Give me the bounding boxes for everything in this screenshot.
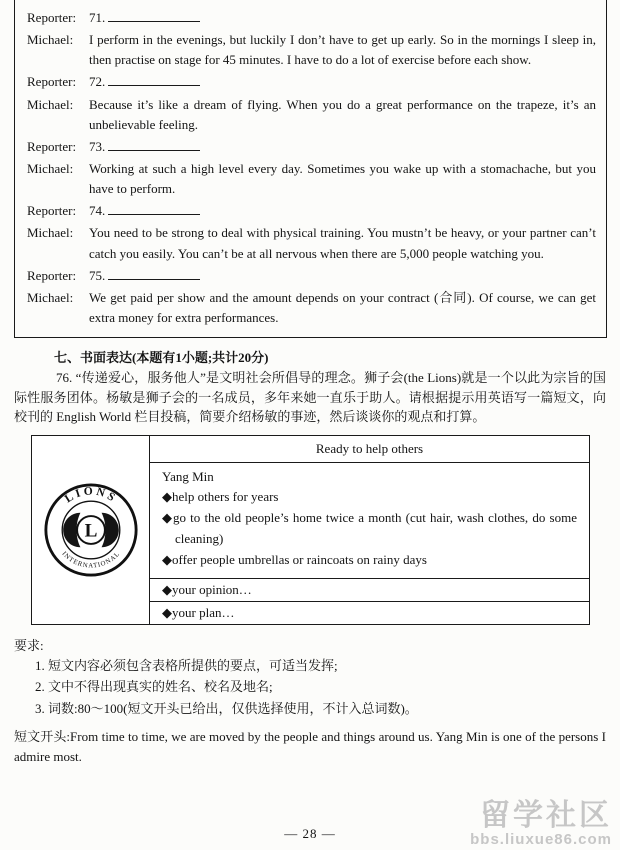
logo-center-letter: L: [84, 520, 97, 542]
answer-blank-72: [108, 74, 200, 86]
reporter-question: [89, 201, 596, 221]
michael-answer: Because it’s like a dream of flying. When you do a great performance on the trapeze, it’s an unbelievable feeling.: [89, 96, 596, 132]
answer-blank-71: [108, 10, 200, 22]
hint-table: [31, 435, 590, 625]
logo-arc-bottom-text: INTERNATIONAL: [59, 549, 122, 570]
dialogue-line-michael: [27, 95, 596, 135]
hint-table-right-column: [150, 436, 589, 624]
dialogue-line-reporter-74: [27, 201, 596, 221]
dialogue-line-reporter-71: [27, 8, 596, 28]
watermark-url: bbs.liuxue86.com: [470, 830, 612, 848]
blank-number: 74.: [89, 203, 106, 219]
lions-club-logo-icon: [43, 482, 139, 578]
michael-answer: You need to be strong to deal with physical training. You mustn’t be heavy, or your partner can’t catch you easily. You can’t be at all nervous when there are 5,000 people watching you.: [89, 225, 596, 261]
speaker-label: Reporter:: [27, 203, 77, 219]
dialogue-line-reporter-72: [27, 72, 596, 92]
dialogue-line-michael: [27, 30, 596, 70]
watermark: [470, 801, 612, 847]
section-heading: 七、书面表达(本题有1小题;共计20分): [54, 350, 269, 366]
answer-blank-73: [108, 139, 200, 151]
table-row-plan: ◆your plan…: [162, 604, 235, 620]
table-row-opinion: ◆your opinion…: [150, 579, 589, 602]
reporter-question: [89, 137, 596, 157]
dialogue-line-michael: [27, 288, 596, 328]
logo-arc-top-text: LIONS: [62, 485, 119, 506]
speaker-label: Michael:: [27, 289, 74, 305]
speaker-label: Michael:: [27, 32, 74, 48]
dialogue-line-michael: [27, 159, 596, 199]
speaker-label: Reporter:: [27, 267, 77, 283]
watermark-site-name: 留学社区: [480, 799, 612, 833]
page-number: — 28 —: [284, 826, 336, 841]
table-header: Ready to help others: [150, 436, 589, 463]
blank-number: 75.: [89, 267, 106, 283]
answer-blank-74: [108, 203, 200, 215]
speaker-label: Michael:: [27, 160, 74, 176]
speaker-label: Reporter:: [27, 74, 77, 90]
reporter-question: [89, 72, 596, 92]
dialogue-line-reporter-75: [27, 266, 596, 286]
table-main-cell: [150, 463, 589, 579]
blank-number: 72.: [89, 74, 106, 90]
reporter-question: [89, 266, 596, 286]
requirement-item: 1. 短文内容必须包含表格所提供的要点，可适当发挥;: [35, 657, 338, 673]
essay-opening: [14, 727, 606, 767]
blank-number: 73.: [89, 138, 106, 154]
task-intro: 76. “传递爱心，服务他人”是文明社会所倡导的理念。狮子会(the Lions)就是一个以此为宗旨的国际性服务团体。杨敏是狮子会的一名成员，多年来她一直乐于助人。请根据提示用英语写一篇短文，向校刊的 English World 栏目投稿，简要介绍杨敏的事迹，然后谈谈你的观点和打算。: [14, 370, 606, 425]
reporter-question: [89, 8, 596, 28]
hint-bullet: ◆help others for years: [162, 489, 279, 505]
hint-bullet: ◆go to the old people’s home twice a month (cut hair, wash clothes, do some cleaning): [162, 510, 577, 546]
speaker-label: Michael:: [27, 225, 74, 241]
dialogue-line-reporter-73: [27, 137, 596, 157]
dialogue-box: [14, 0, 607, 338]
essay-opening-label: 短文开头:: [14, 729, 71, 745]
speaker-label: Reporter:: [27, 138, 77, 154]
speaker-label: Reporter:: [27, 10, 77, 25]
blank-number: 71.: [89, 10, 106, 25]
requirement-item: 3. 词数:80～100(短文开头已给出，仅供选择使用，不计入总词数)。: [35, 700, 418, 716]
dialogue-line-michael: [27, 223, 596, 263]
essay-opening-text: From time to time, we are moved by the people and things around us. Yang Min is one of the persons I admire most.: [14, 729, 606, 765]
hint-bullet: ◆offer people umbrellas or raincoats on rainy days: [162, 551, 427, 567]
speaker-label: Michael:: [27, 96, 74, 112]
requirement-item: 2. 文中不得出现真实的姓名、校名及地名;: [35, 679, 273, 695]
michael-answer: I perform in the evenings, but luckily I don’t have to get up early. So in the mornings I sleep in, then practise on stage for 45 minutes. I have to do a lot of exercise before each show.: [89, 32, 596, 68]
person-name: Yang Min: [162, 468, 214, 484]
lions-logo-cell: [32, 436, 150, 624]
michael-answer: Working at such a high level every day. Sometimes you wake up with a stomachache, but you have to perform.: [89, 160, 596, 197]
answer-blank-75: [108, 268, 200, 280]
requirements-label: 要求:: [14, 637, 44, 653]
michael-answer: We get paid per show and the amount depends on your contract (合同). Of course, we can get extra money for extra performances.: [89, 289, 596, 325]
